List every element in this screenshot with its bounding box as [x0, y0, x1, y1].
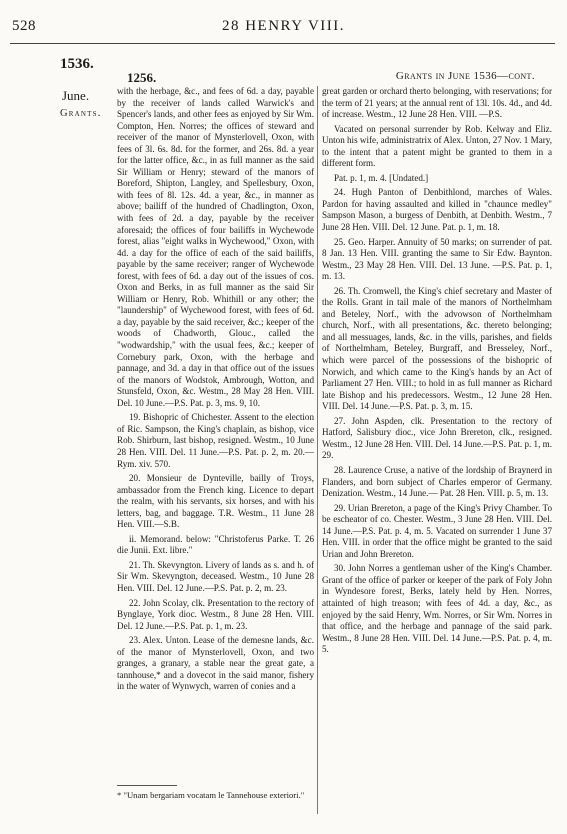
paragraph: Pat. p. 1, m. 4. [Undated.]: [334, 172, 429, 183]
paragraph: 20. Monsieur de Dynteville, bailly of Troys, ambassador from the French king. Licence to depart the realm, with his servants, six horses, and with his letters, bag, and baggage. T.R. Westm., 11 June 28 Hen. VIII.—S.B.: [117, 473, 314, 530]
paragraph: ii. Memorand. below: "Christoferus Parke. T. 26 die Junii. Ext. libre.": [117, 533, 314, 556]
paragraph: 21. Th. Skevyngton. Livery of lands as s. and h. of Sir Wm. Skevyngton, deceased. Westm., 10 June 28 Hen. VIII. Del. 12 June.—P.S. Pat. p. 2, m. 23.: [117, 559, 314, 593]
document-number: 1256.: [127, 70, 157, 85]
running-header: [10, 18, 557, 36]
paragraph: 25. Geo. Harper. Annuity of 50 marks; on surrender of pat. 8 Jan. 13 Hen. VIII. granting the same to Sir Edw. Baynton. Westm., 23 May 28 Hen. VIII. Del. 13 June. —P.S. Pat. p. 1, m. 13.: [322, 236, 552, 282]
margin-year: 1536.: [60, 56, 94, 72]
running-title: 28 HENRY VIII.: [221, 18, 346, 34]
document-subtitle: Grants in June 1536—cont.: [395, 70, 535, 82]
paragraph: 26. Th. Cromwell, the King's chief secretary and Master of the Rolls. Grant in tail male of the manors of Northelmham and Beteley, Norf., with the advowson of Northelmham church, Norf., with all presentations, &c. thereto belonging; and all messuages, lands, &c. in the vills, parishes, and fields of Northelmham, Beteley, Burgraff, and Bresseley, Norf., which were parcel of the possessions of the bishopric of Norwich, and which came to the King's hands by an Act of Parliament 27 Hen. VIII.; to hold in as full manner as Richard late Bishop and his predecessors. Westm., 12 June 28 Hen. VIII. Del. 14 June.—P.S. Pat. p. 3, m. 15.: [322, 285, 552, 412]
footnote-rule: [117, 785, 177, 786]
paragraph: 27. John Aspden, clk. Presentation to the rectory of Hatford, Salisbury dioc., vice John Brereton, clk., resigned. Westm., 12 June 28 Hen. VIII. Del. 14 June.—P.S. Pat. p. 1, m. 29.: [322, 415, 552, 461]
paragraph: 19. Bishopric of Chichester. Assent to the election of Ric. Sampson, the King's chaplain, as bishop, vice Rob. Shirburn, last bishop, resigned. Westm., 10 June 28 Hen. VIII. Del. 11 June.—P.S. Pat. p. 2, m. 20.—Rym. xiv. 570.: [117, 412, 314, 469]
paragraph: 30. John Norres a gentleman usher of the King's Chamber. Grant of the office of parker or keeper of the park of Foly John in Wyndesore forest, Berks, lately held by Hen. Norres, attainted of high treason; with fees of 4d. a day, &c., as enjoyed by the said Henry, Wm. Norres, or Sir Wm. Norres in that office, and the herbage and pannage of the said park. Westm., 8 June 28 Hen. VIII. Del. 14 June.—P.S. Pat. p. 4, m. 5.: [322, 563, 552, 655]
paragraph: 28. Laurence Cruse, a native of the lordship of Braynerd in Flanders, and born subject of Charles emperor of Germany. Denization. Westm., 14 June.— Pat. 28 Hen. VIII. p. 5, m. 13.: [322, 464, 552, 499]
paragraph: 23. Alex. Unton. Lease of the demesne lands, &c. of the manor of Mynsterlovell, Oxon, and two granges, a granary, a stable near the great gate, a tannhouse,* and a dovecot in the said manor, fishery in the water of Wynwych, warren of conies and a: [117, 635, 314, 692]
paragraph: 22. John Scolay, clk. Presentation to the rectory of Bynglaye, York dioc. Westm., 8 June 28 Hen. VIII. Del. 12 June.—P.S. Pat. p. 1, m. 23.: [117, 597, 314, 631]
footnote: * "Unam bergariam vocatam le Tannehouse exteriori.": [117, 790, 305, 800]
paragraph: with the herbage, &c., and fees of 6d. a day, payable by the receiver of lands called Warwick's and Spencer's lands, and other fees as enjoyed by Sir Wm. Compton, Hen. Norres; the offices of steward and receiver of the manor of Mynsterlovell, Oxon, with fees of 3l. 6s. 8d. for the former, and 26s. 8d. a year for the latter office, &c., in as full manner as the said Sir William or Henry; steward of the manors of Boreford, Shipton, Langley, and Spellesbury, Oxon, with fees of 8l. 12s. 4d. a year, &c., in manner as above; bailiff of the hundred of Chadlington, Oxon, with fees of 2d. a day, payable by the receiver aforesaid; the offices of four bailiffs in Wychewode forest, alias "eight walks in Wychewood," Oxon, with 4d. a day for the office of each of the said bailiffs, payable by the same receiver; ranger of Wychewode forest, with fees of 6d. a day out of the issues of cos. Oxon and Berks, in as full manner as the said Sir William or Henry, Rob. Whithill or any other; the "laundership" of Wychewood forest, with fees of 6d. a day, payable by the said receiver, &c.; keeper of the woods of Chadworth, Glouc., called the "wodwardship," with the usual fees, &c.; keeper of Cornebury park, Oxon, with the herbage and pannage, and 3d. a day in that office out of the issues of the manors of Wodstok, Ambrough, Wotton, and Stunsfeld, Oxon, &c. Westm., 28 May 28 Hen. VIII. Del. 10 June.—P.S. Pat. p. 3, ms. 9, 10.: [117, 86, 314, 408]
paragraph: great garden or orchard therto belonging, with reservations; for the term of 21 years; at the annual rent of 13l. 10s. 4d., and 4d. of increase. Westm., 12 June 28 Hen. VIII. —P.S.: [322, 86, 552, 120]
paragraph: 24. Hugh Panton of Denbithlond, marches of Wales. Pardon for having assaulted and killed in "chaunce medley" Sampson Mason, a burgess of Denbith, at Denbith. Westm., 7 June 28 Hen. VIII. Del. 12 June. Pat. p. 1, m. 18.: [322, 187, 552, 233]
page-number: 528: [12, 18, 36, 34]
paragraph: Vacated on personal surrender by Rob. Kelway and Eliz. Unton his wife, administratrix of Alex. Unton, 27 Nov. 1 Mary, to the intent that a patent might be granted to them in a different form.: [322, 123, 552, 169]
margin-month: June.: [62, 88, 90, 103]
header-rule: [10, 43, 555, 44]
paragraph: 29. Urian Brereton, a page of the King's Privy Chamber. To be escheator of co. Chester. Westm., 3 June 28 Hen. VIII. Del. 14 June.—P.S. Pat. p. 4, m. 5. Vacated on surrender 1 June 37 Hen. VIII. in order that the office might be granted to the said Urian and John Brereton.: [322, 502, 552, 559]
left-text-column: [117, 86, 314, 696]
document-subheader: [117, 70, 555, 84]
column-divider: [317, 86, 318, 814]
margin-section: Grants.: [60, 108, 102, 119]
right-text-column: [322, 86, 552, 659]
